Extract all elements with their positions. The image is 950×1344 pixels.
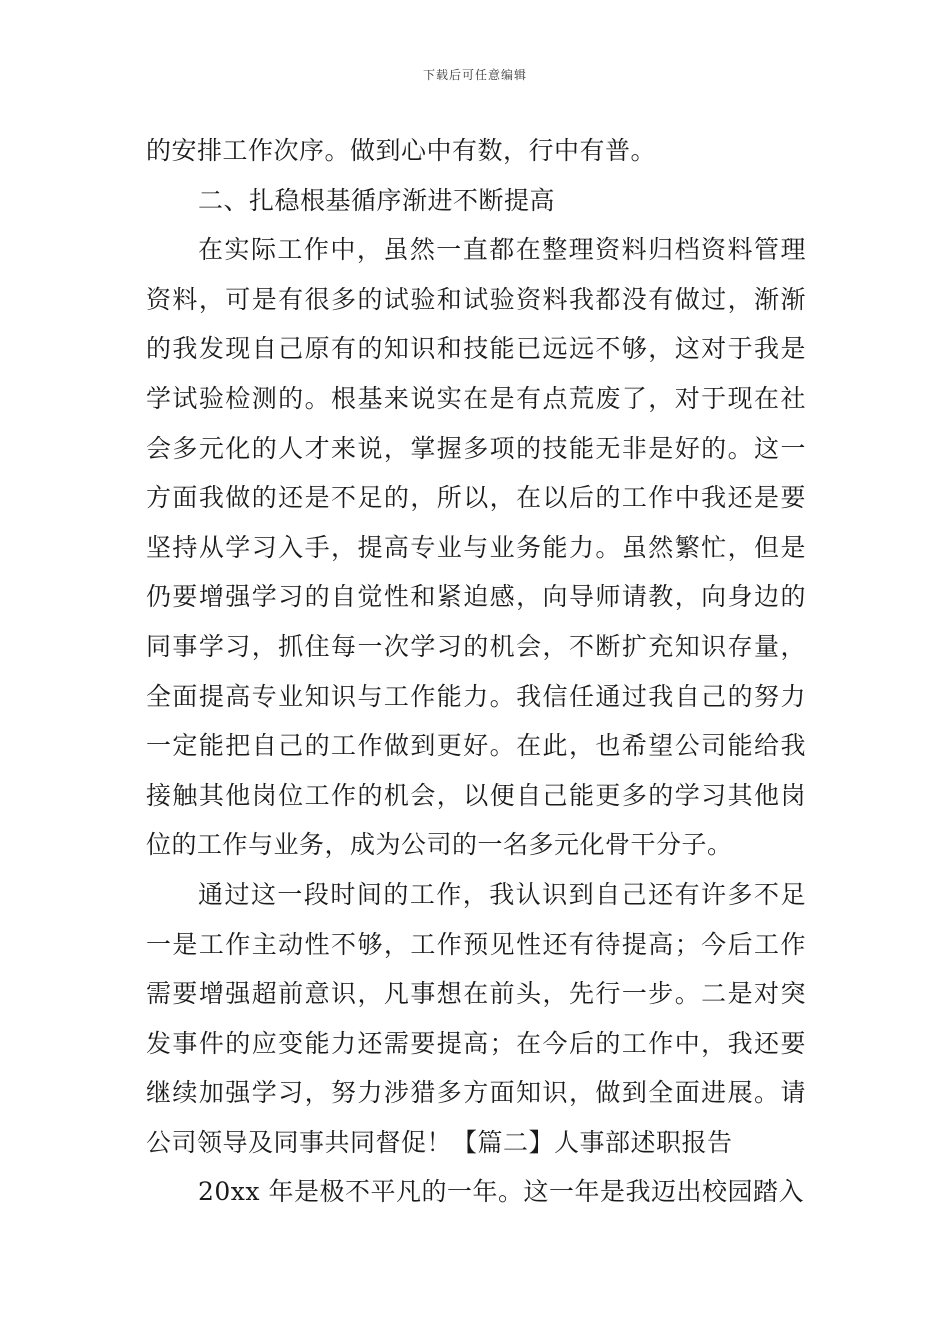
text-line-6: 学试验检测的。根基来说实在是有点荒废了，对于现在社 <box>146 383 806 413</box>
text-line-20: 继续加强学习，努力涉猎多方面知识，做到全面进展。请 <box>146 1078 806 1108</box>
text-line-21: 公司领导及同事共同督促！【篇二】人事部述职报告 <box>146 1127 733 1157</box>
text-line-12: 全面提高专业知识与工作能力。我信任通过我自己的努力 <box>146 681 806 711</box>
text-line-17: 一是工作主动性不够，工作预见性还有待提高；今后工作 <box>146 929 806 959</box>
page-header-note: 下载后可任意编辑 <box>422 68 527 82</box>
text-line-5: 的我发现自己原有的知识和技能已远远不够，这对于我是 <box>146 334 806 364</box>
text-line-14: 接触其他岗位工作的机会，以便自己能更多的学习其他岗 <box>146 780 806 810</box>
text-line-1: 的安排工作次序。做到心中有数，行中有普。 <box>146 136 657 165</box>
section-heading: 二、扎稳根基循序渐进不断提高 <box>198 185 556 215</box>
text-line-4: 资料，可是有很多的试验和试验资料我都没有做过，渐渐 <box>146 284 806 314</box>
text-line-22: 20xx 年是极不平凡的一年。这一年是我迈出校园踏入 <box>198 1177 804 1207</box>
text-line-16: 通过这一段时间的工作，我认识到自己还有许多不足 <box>198 879 806 909</box>
text-line-18: 需要增强超前意识，凡事想在前头，先行一步。二是对突 <box>146 979 806 1009</box>
text-line-15: 位的工作与业务，成为公司的一名多元化骨干分子。 <box>146 830 733 860</box>
text-line-8: 方面我做的还是不足的，所以，在以后的工作中我还是要 <box>146 483 806 513</box>
document-body <box>146 126 806 1217</box>
text-line-13: 一定能把自己的工作做到更好。在此，也希望公司能给我 <box>146 731 806 761</box>
text-line-3: 在实际工作中，虽然一直都在整理资料归档资料管理 <box>198 235 806 265</box>
text-line-7: 会多元化的人才来说，掌握多项的技能无非是好的。这一 <box>146 433 806 463</box>
text-line-19: 发事件的应变能力还需要提高；在今后的工作中，我还要 <box>146 1028 806 1058</box>
text-line-11: 同事学习，抓住每一次学习的机会，不断扩充知识存量， <box>146 631 806 661</box>
text-line-10: 仍要增强学习的自觉性和紧迫感，向导师请教，向身边的 <box>146 582 806 612</box>
text-line-9: 坚持从学习入手，提高专业与业务能力。虽然繁忙，但是 <box>146 532 806 562</box>
